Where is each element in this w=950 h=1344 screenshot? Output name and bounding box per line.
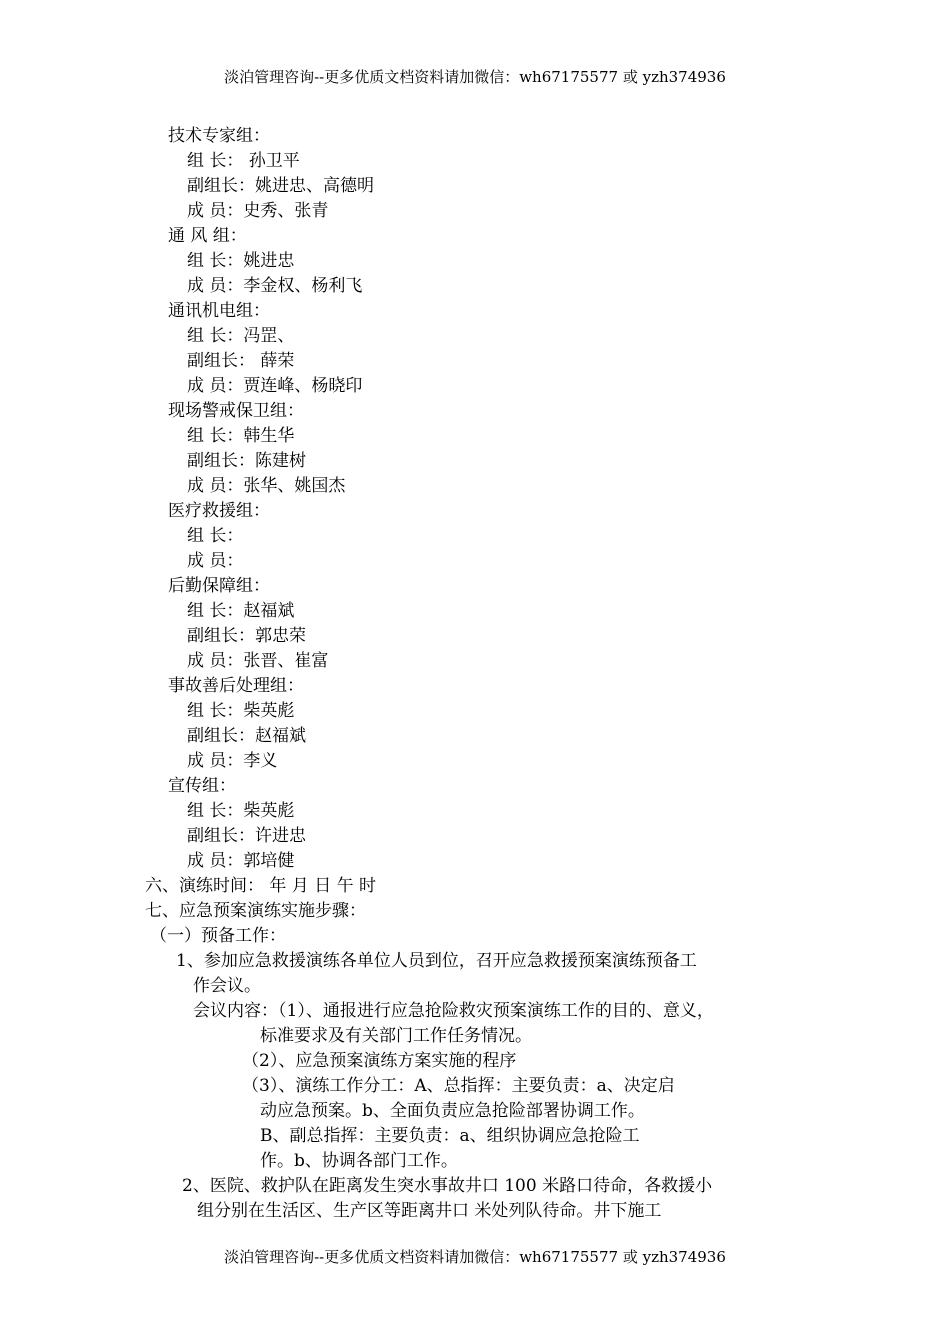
subsection-heading-preparation: （一）预备工作： bbox=[150, 926, 286, 946]
step-1-paragraph-continued: 作会议。 bbox=[193, 976, 261, 996]
section-heading-drill-time: 六、演练时间： 年 月 日 午 时 bbox=[145, 876, 377, 896]
members-line: 成 员： bbox=[187, 551, 244, 571]
group-leader-line: 组 长：韩生华 bbox=[187, 426, 295, 446]
group-title-security: 现场警戒保卫组： bbox=[168, 401, 304, 421]
meeting-content-deputy-commander-continued: 作。b、协调各部门工作。 bbox=[260, 1151, 458, 1171]
group-leader-line: 组 长：姚进忠 bbox=[187, 251, 295, 271]
deputy-leader-line: 副组长：赵福斌 bbox=[187, 726, 306, 746]
group-leader-line: 组 长：赵福斌 bbox=[187, 601, 295, 621]
group-title-tech-experts: 技术专家组： bbox=[168, 126, 270, 146]
step-1-paragraph: 1、参加应急救援演练各单位人员到位，召开应急救援预案演练预备工 bbox=[176, 951, 697, 971]
meeting-content-item-1: 会议内容：（1）、通报进行应急抢险救灾预案演练工作的目的、意义， bbox=[193, 1001, 714, 1021]
members-line: 成 员：贾连峰、杨晓印 bbox=[187, 376, 363, 396]
group-leader-line: 组 长：冯罡、 bbox=[187, 326, 295, 346]
meeting-content-item-3: （3）、演练工作分工：A、总指挥：主要负责：a、决定启 bbox=[242, 1076, 675, 1096]
section-heading-implementation-steps: 七、应急预案演练实施步骤： bbox=[145, 901, 366, 921]
meeting-content-item-3-continued: 动应急预案。b、全面负责应急抢险部署协调工作。 bbox=[260, 1101, 645, 1121]
group-title-aftermath: 事故善后处理组： bbox=[168, 676, 304, 696]
group-leader-line: 组 长： bbox=[187, 526, 244, 546]
group-leader-line: 组 长：柴英彪 bbox=[187, 701, 295, 721]
members-line: 成 员：张晋、崔富 bbox=[187, 651, 329, 671]
group-title-medical: 医疗救援组： bbox=[168, 501, 270, 521]
group-title-publicity: 宣传组： bbox=[168, 776, 236, 796]
group-title-communications: 通讯机电组： bbox=[168, 301, 270, 321]
page-header: 淡泊管理咨询--更多优质文档资料请加微信：wh67175577 或 yzh374936 bbox=[224, 68, 726, 86]
deputy-leader-line: 副组长：郭忠荣 bbox=[187, 626, 306, 646]
members-line: 成 员：郭培健 bbox=[187, 851, 295, 871]
meeting-content-deputy-commander: B、副总指挥：主要负责：a、组织协调应急抢险工 bbox=[260, 1126, 640, 1146]
deputy-leader-line: 副组长：许进忠 bbox=[187, 826, 306, 846]
deputy-leader-line: 副组长：陈建树 bbox=[187, 451, 306, 471]
members-line: 成 员：李金权、杨利飞 bbox=[187, 276, 363, 296]
page-footer: 淡泊管理咨询--更多优质文档资料请加微信：wh67175577 或 yzh374936 bbox=[224, 1248, 726, 1266]
deputy-leader-line: 副组长：姚进忠、高德明 bbox=[187, 176, 374, 196]
group-leader-line: 组 长： 孙卫平 bbox=[187, 151, 300, 171]
group-title-ventilation: 通 风 组： bbox=[168, 226, 247, 246]
meeting-content-item-2: （2）、应急预案演练方案实施的程序 bbox=[242, 1051, 517, 1071]
step-2-paragraph: 2、医院、救护队在距离发生突水事故井口 100 米路口待命，各救援小 bbox=[182, 1176, 713, 1196]
members-line: 成 员：李义 bbox=[187, 751, 278, 771]
members-line: 成 员：张华、姚国杰 bbox=[187, 476, 346, 496]
group-leader-line: 组 长：柴英彪 bbox=[187, 801, 295, 821]
deputy-leader-line: 副组长： 薛荣 bbox=[187, 351, 295, 371]
group-title-logistics: 后勤保障组： bbox=[168, 576, 270, 596]
members-line: 成 员：史秀、张青 bbox=[187, 201, 329, 221]
step-2-paragraph-continued: 组分别在生活区、生产区等距离井口 米处列队待命。井下施工 bbox=[197, 1201, 662, 1221]
meeting-content-item-1-continued: 标准要求及有关部门工作任务情况。 bbox=[260, 1026, 532, 1046]
